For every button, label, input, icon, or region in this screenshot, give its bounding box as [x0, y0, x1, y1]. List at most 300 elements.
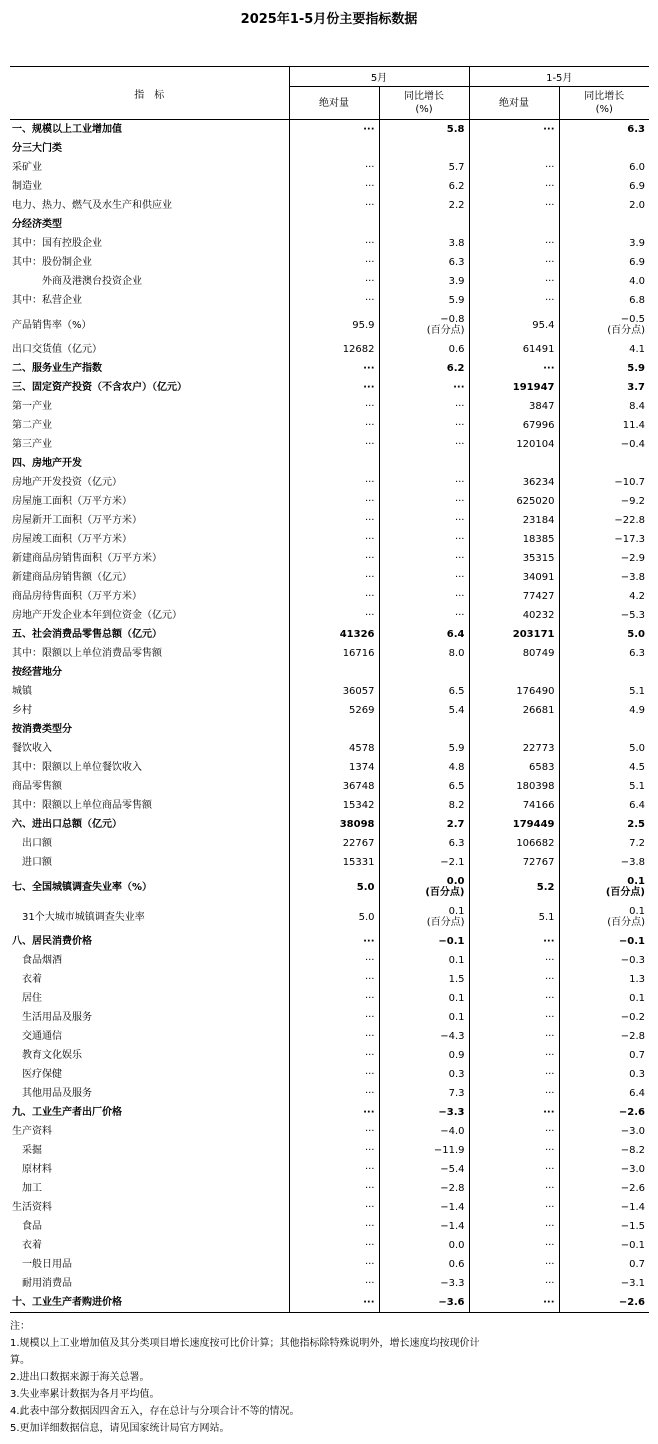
- value-cell-c: 179449: [469, 815, 559, 834]
- table-row: [10, 253, 649, 272]
- value-cell-a: 36057: [289, 682, 379, 701]
- value-cell-a: ···: [289, 473, 379, 492]
- value-cell-b: 0.1 (百分点): [379, 902, 469, 932]
- value-cell-a: 38098: [289, 815, 379, 834]
- value-cell-b: −1.4: [379, 1217, 469, 1236]
- value-cell-d: 0.7: [559, 1255, 649, 1274]
- value-cell-b: −3.3: [379, 1103, 469, 1122]
- value-cell-d: 2.0: [559, 196, 649, 215]
- value-cell-c: ···: [469, 234, 559, 253]
- row-label: 四、房地产开发: [12, 458, 82, 469]
- row-label: 食品烟酒: [12, 955, 62, 966]
- value-cell-a: ···: [289, 1236, 379, 1255]
- table-row: [10, 397, 649, 416]
- header-indicator: 指 标: [10, 67, 289, 120]
- value-cell-a: ···: [289, 1274, 379, 1293]
- value-cell-a: ···: [289, 932, 379, 951]
- value-cell-b: −2.8: [379, 1179, 469, 1198]
- value-cell-c: ···: [469, 1274, 559, 1293]
- value-cell-c: 61491: [469, 340, 559, 359]
- row-label: 交通通信: [12, 1031, 62, 1042]
- row-label: 三、固定资产投资（不含农户）（亿元）: [12, 382, 187, 393]
- header-group-ytd: 1-5月: [469, 67, 649, 87]
- value-cell-a: ···: [289, 378, 379, 397]
- value-cell-c: ···: [469, 253, 559, 272]
- value-cell-d: −2.8: [559, 1027, 649, 1046]
- row-label: 生产资料: [12, 1126, 52, 1137]
- value-cell-c: ···: [469, 932, 559, 951]
- table-row: [10, 1027, 649, 1046]
- value-cell-c: 3847: [469, 397, 559, 416]
- table-row: [10, 1217, 649, 1236]
- value-cell-c: ···: [469, 1122, 559, 1141]
- note-line: 5.更加详细数据信息，请见国家统计局官方网站。: [10, 1423, 230, 1434]
- value-cell-d: −3.8: [559, 853, 649, 872]
- unit-note: (百分点): [607, 325, 645, 336]
- row-label: 采矿业: [12, 162, 42, 173]
- table-row: [10, 1274, 649, 1293]
- value-cell-b: −0.8 (百分点): [379, 310, 469, 340]
- value-cell-b: 5.8: [379, 120, 469, 140]
- row-label: 按消费类型分: [12, 724, 72, 735]
- table-row: [10, 834, 649, 853]
- value-cell-b: 6.2: [379, 359, 469, 378]
- value-cell-b: 6.3: [379, 253, 469, 272]
- value-cell-d: −0.2: [559, 1008, 649, 1027]
- table-row: [10, 587, 649, 606]
- value-cell-b: [379, 139, 469, 158]
- table-row: [10, 1141, 649, 1160]
- table-row: [10, 196, 649, 215]
- value-cell-a: ···: [289, 291, 379, 310]
- table-row: [10, 758, 649, 777]
- value-cell-c: 34091: [469, 568, 559, 587]
- value-cell-d: −5.3: [559, 606, 649, 625]
- value-cell-d: 5.1: [559, 777, 649, 796]
- value-cell-b: 2.7: [379, 815, 469, 834]
- value-cell-d: 4.9: [559, 701, 649, 720]
- row-label: 衣着: [12, 974, 42, 985]
- row-label: 产品销售率（%）: [12, 319, 92, 331]
- row-label: 其中：限额以上单位商品零售额: [12, 800, 152, 811]
- value-cell-c: ···: [469, 1065, 559, 1084]
- header-may-abs: 绝对量: [289, 87, 379, 120]
- value-cell-b: 0.1: [379, 951, 469, 970]
- value-cell-c: 5.2: [469, 872, 559, 902]
- value-cell-c: 95.4: [469, 310, 559, 340]
- row-label: 医疗保健: [12, 1069, 62, 1080]
- value-cell-c: ···: [469, 970, 559, 989]
- value-cell-d: 6.8: [559, 291, 649, 310]
- table-row: [10, 272, 649, 291]
- value-cell-b: 4.8: [379, 758, 469, 777]
- value-cell-b: −3.6: [379, 1293, 469, 1313]
- value-cell-b: ···: [379, 473, 469, 492]
- note-line: 4.此表中部分数据因四舍五入，存在总计与分项合计不等的情况。: [10, 1406, 300, 1417]
- row-label: 房屋新开工面积（万平方米）: [12, 515, 142, 526]
- table-row: [10, 720, 649, 739]
- table-row: [10, 435, 649, 454]
- row-label: 分三大门类: [12, 143, 62, 154]
- value-cell-d: 1.3: [559, 970, 649, 989]
- row-label: 第三产业: [12, 439, 52, 450]
- value-cell-b: ···: [379, 492, 469, 511]
- note-line: 1.规模以上工业增加值及其分类项目增长速度按可比价计算；其他指标除特殊说明外，增长速度均按现价计: [10, 1338, 480, 1349]
- value-cell-d: 5.0: [559, 625, 649, 644]
- table-row: [10, 530, 649, 549]
- row-label: 新建商品房销售额（亿元）: [12, 572, 132, 583]
- value-cell-d: 2.5: [559, 815, 649, 834]
- table-row: [10, 932, 649, 951]
- row-label: 教育文化娱乐: [12, 1050, 82, 1061]
- row-label: 31个大城市城镇调查失业率: [12, 911, 145, 923]
- row-label: 六、进出口总额（亿元）: [12, 819, 122, 830]
- table-row: [10, 1103, 649, 1122]
- value-cell-c: ···: [469, 989, 559, 1008]
- value-cell-d: −3.0: [559, 1160, 649, 1179]
- row-label: 其中：限额以上单位消费品零售额: [12, 648, 162, 659]
- value-cell-c: 22773: [469, 739, 559, 758]
- header-ytd-growth: 同比增长 (%): [559, 87, 649, 120]
- value-cell-d: 0.1 (百分点): [559, 872, 649, 902]
- table-row: [10, 511, 649, 530]
- value-cell-a: ···: [289, 1293, 379, 1313]
- value-cell-b: ···: [379, 435, 469, 454]
- value-cell-c: 74166: [469, 796, 559, 815]
- value-cell-d: 3.7: [559, 378, 649, 397]
- value-cell-c: 18385: [469, 530, 559, 549]
- value-cell-b: −4.3: [379, 1027, 469, 1046]
- value-cell-c: ···: [469, 272, 559, 291]
- value-cell-b: ···: [379, 587, 469, 606]
- value-cell-b: 7.3: [379, 1084, 469, 1103]
- value-cell-a: ···: [289, 1141, 379, 1160]
- value-cell-a: ···: [289, 1027, 379, 1046]
- value-cell-d: −2.9: [559, 549, 649, 568]
- value-cell-b: ···: [379, 511, 469, 530]
- value-cell-d: −0.1: [559, 1236, 649, 1255]
- table-row: [10, 215, 649, 234]
- value-cell-b: 5.9: [379, 291, 469, 310]
- value-cell-a: ···: [289, 359, 379, 378]
- value-cell-c: ···: [469, 1293, 559, 1313]
- value-cell-a: ···: [289, 1179, 379, 1198]
- value-cell-d: 6.9: [559, 177, 649, 196]
- value-cell-a: ···: [289, 511, 379, 530]
- row-label: 房地产开发投资（亿元）: [12, 477, 122, 488]
- value-cell-a: ···: [289, 1217, 379, 1236]
- table-row: [10, 1160, 649, 1179]
- table-row: [10, 625, 649, 644]
- value-cell-b: −1.4: [379, 1198, 469, 1217]
- unit-note: (百分点): [605, 887, 645, 898]
- unit-note: (百分点): [426, 917, 465, 928]
- value-cell-d: −2.6: [559, 1103, 649, 1122]
- table-row: [10, 970, 649, 989]
- value-cell-a: ···: [289, 416, 379, 435]
- value-cell-c: 625020: [469, 492, 559, 511]
- value-cell-c: ···: [469, 1027, 559, 1046]
- table-row: [10, 1198, 649, 1217]
- value-cell-b: −2.1: [379, 853, 469, 872]
- value-cell-a: ···: [289, 196, 379, 215]
- row-label: 其中：股份制企业: [12, 257, 92, 268]
- value-cell-a: 12682: [289, 340, 379, 359]
- table-row: [10, 310, 649, 340]
- table-row: [10, 1084, 649, 1103]
- row-label: 分经济类型: [12, 219, 62, 230]
- row-label: 商品零售额: [12, 781, 62, 792]
- value-cell-c: 180398: [469, 777, 559, 796]
- value-cell-c: 36234: [469, 473, 559, 492]
- table-row: [10, 682, 649, 701]
- value-cell-a: ···: [289, 568, 379, 587]
- value-cell-d: −0.1: [559, 932, 649, 951]
- row-label: 九、工业生产者出厂价格: [12, 1107, 122, 1118]
- note-line: 2.进出口数据来源于海关总署。: [10, 1372, 150, 1383]
- table-row: [10, 454, 649, 473]
- row-label: 出口额: [12, 838, 52, 849]
- value-cell-a: ···: [289, 1198, 379, 1217]
- value-cell-d: 5.1: [559, 682, 649, 701]
- value-cell-d: 6.4: [559, 796, 649, 815]
- value-cell-c: ···: [469, 1103, 559, 1122]
- value-cell-c: ···: [469, 1008, 559, 1027]
- value-cell-a: ···: [289, 1008, 379, 1027]
- row-label: 房屋竣工面积（万平方米）: [12, 534, 132, 545]
- header-may-growth: 同比增长 (%): [379, 87, 469, 120]
- table-row: [10, 853, 649, 872]
- header-ytd-abs: 绝对量: [469, 87, 559, 120]
- value-cell-a: ···: [289, 120, 379, 140]
- value-cell-b: ···: [379, 549, 469, 568]
- row-label: 其中：私营企业: [12, 295, 82, 306]
- value-cell-a: ···: [289, 435, 379, 454]
- row-label: 新建商品房销售面积（万平方米）: [12, 553, 162, 564]
- value-cell-d: 0.3: [559, 1065, 649, 1084]
- row-label: 加工: [12, 1183, 42, 1194]
- indicator-table: [10, 66, 649, 1313]
- value-cell-a: ···: [289, 951, 379, 970]
- row-label: 其他用品及服务: [12, 1088, 92, 1099]
- value-cell-c: [469, 215, 559, 234]
- row-label: 七、全国城镇调查失业率（%）: [12, 881, 153, 893]
- value-cell-d: −8.2: [559, 1141, 649, 1160]
- value-cell-c: ···: [469, 120, 559, 140]
- value-cell-c: ···: [469, 1198, 559, 1217]
- value-cell-b: [379, 663, 469, 682]
- value-cell-b: [379, 215, 469, 234]
- value-cell-b: 6.2: [379, 177, 469, 196]
- row-label: 二、服务业生产指数: [12, 363, 102, 374]
- value-cell-a: 41326: [289, 625, 379, 644]
- value-cell-d: 6.4: [559, 1084, 649, 1103]
- value-cell-a: ···: [289, 1122, 379, 1141]
- value-cell-a: [289, 139, 379, 158]
- value-cell-d: −17.3: [559, 530, 649, 549]
- table-row: [10, 701, 649, 720]
- value-cell-a: ···: [289, 989, 379, 1008]
- value-cell-a: ···: [289, 970, 379, 989]
- value-cell-d: 4.2: [559, 587, 649, 606]
- value-cell-d: 4.5: [559, 758, 649, 777]
- value-cell-b: 0.9: [379, 1046, 469, 1065]
- row-label: 其中：限额以上单位餐饮收入: [12, 762, 142, 773]
- value-cell-c: ···: [469, 1141, 559, 1160]
- value-cell-a: ···: [289, 177, 379, 196]
- value-cell-a: ···: [289, 606, 379, 625]
- row-label: 居住: [12, 993, 42, 1004]
- value-cell-d: 5.0: [559, 739, 649, 758]
- row-label: 乡村: [12, 705, 32, 716]
- value-cell-d: 5.9: [559, 359, 649, 378]
- table-row: [10, 177, 649, 196]
- row-label: 十、工业生产者购进价格: [10, 1293, 289, 1313]
- row-label: 原材料: [12, 1164, 52, 1175]
- value-cell-a: ···: [289, 1255, 379, 1274]
- unit-note: (百分点): [607, 917, 645, 928]
- table-row: [10, 416, 649, 435]
- row-label: 耐用消费品: [12, 1278, 72, 1289]
- value-cell-b: 0.6: [379, 1255, 469, 1274]
- row-label: 外商及港澳台投资企业: [12, 276, 142, 287]
- row-label: 城镇: [12, 686, 32, 697]
- value-cell-d: −0.5 (百分点): [559, 310, 649, 340]
- table-row: [10, 492, 649, 511]
- value-cell-b: 6.5: [379, 682, 469, 701]
- value-cell-a: [289, 215, 379, 234]
- value-cell-d: −1.4: [559, 1198, 649, 1217]
- table-row: [10, 568, 649, 587]
- value-cell-d: 6.9: [559, 253, 649, 272]
- value-cell-c: ···: [469, 196, 559, 215]
- row-label: 房屋施工面积（万平方米）: [12, 496, 132, 507]
- value-cell-a: 36748: [289, 777, 379, 796]
- value-cell-c: 176490: [469, 682, 559, 701]
- value-cell-c: 72767: [469, 853, 559, 872]
- value-cell-c: 203171: [469, 625, 559, 644]
- footnotes: [10, 1318, 650, 1437]
- value-cell-a: ···: [289, 158, 379, 177]
- value-cell-a: ···: [289, 492, 379, 511]
- value-cell-b: 0.1: [379, 1008, 469, 1027]
- value-cell-d: [559, 215, 649, 234]
- table-row: [10, 549, 649, 568]
- value-cell-a: [289, 454, 379, 473]
- value-cell-b: [379, 454, 469, 473]
- value-cell-b: ···: [379, 530, 469, 549]
- value-cell-a: ···: [289, 1046, 379, 1065]
- value-cell-a: 15331: [289, 853, 379, 872]
- value-cell-b: 6.5: [379, 777, 469, 796]
- value-cell-c: 6583: [469, 758, 559, 777]
- row-label: 商品房待售面积（万平方米）: [12, 591, 142, 602]
- value-cell-a: 15342: [289, 796, 379, 815]
- value-cell-c: 5.1: [469, 902, 559, 932]
- value-cell-c: 80749: [469, 644, 559, 663]
- value-cell-d: 0.7: [559, 1046, 649, 1065]
- table-row: [10, 663, 649, 682]
- value-cell-b: −4.0: [379, 1122, 469, 1141]
- value-cell-c: 77427: [469, 587, 559, 606]
- value-cell-d: 7.2: [559, 834, 649, 853]
- table-row: [10, 777, 649, 796]
- table-row: [10, 291, 649, 310]
- table-row: [10, 139, 649, 158]
- note-line: 3.失业率累计数据为各月平均值。: [10, 1389, 160, 1400]
- row-label: 食品: [12, 1221, 42, 1232]
- value-cell-b: 1.5: [379, 970, 469, 989]
- table-row: [10, 234, 649, 253]
- value-cell-c: ···: [469, 1084, 559, 1103]
- table-row: [10, 378, 649, 397]
- table-row: [10, 872, 649, 902]
- value-cell-b: −0.1: [379, 932, 469, 951]
- row-label: 五、社会消费品零售总额（亿元）: [12, 629, 162, 640]
- value-cell-c: ···: [469, 291, 559, 310]
- value-cell-c: 23184: [469, 511, 559, 530]
- table-row: [10, 1122, 649, 1141]
- table-row: [10, 739, 649, 758]
- value-cell-d: −22.8: [559, 511, 649, 530]
- value-cell-b: ···: [379, 568, 469, 587]
- value-cell-b: ···: [379, 397, 469, 416]
- table-row: [10, 1046, 649, 1065]
- value-cell-c: 40232: [469, 606, 559, 625]
- table-row: [10, 1293, 649, 1313]
- header-group-may: 5月: [289, 67, 469, 87]
- table-row: [10, 644, 649, 663]
- unit-note: (百分点): [426, 325, 465, 336]
- value-cell-a: 5269: [289, 701, 379, 720]
- value-cell-d: −3.1: [559, 1274, 649, 1293]
- value-cell-d: 6.3: [559, 120, 649, 140]
- value-cell-a: ···: [289, 530, 379, 549]
- value-cell-c: ···: [469, 951, 559, 970]
- value-cell-d: −2.6: [559, 1179, 649, 1198]
- table-row: [10, 902, 649, 932]
- value-cell-b: 5.4: [379, 701, 469, 720]
- value-cell-b: 0.3: [379, 1065, 469, 1084]
- value-cell-b: 5.9: [379, 739, 469, 758]
- value-cell-b: 6.3: [379, 834, 469, 853]
- value-cell-c: [469, 139, 559, 158]
- value-cell-d: 11.4: [559, 416, 649, 435]
- value-cell-d: −9.2: [559, 492, 649, 511]
- value-cell-a: [289, 663, 379, 682]
- value-cell-d: 4.0: [559, 272, 649, 291]
- value-cell-c: ···: [469, 1179, 559, 1198]
- value-cell-a: ···: [289, 549, 379, 568]
- value-cell-b: ···: [379, 416, 469, 435]
- value-cell-c: ···: [469, 1160, 559, 1179]
- note-line: 算。: [10, 1355, 30, 1366]
- value-cell-d: 4.1: [559, 340, 649, 359]
- row-label: 按经营地分: [12, 667, 62, 678]
- value-cell-b: −11.9: [379, 1141, 469, 1160]
- unit-note: (百分点): [425, 887, 465, 898]
- value-cell-d: 0.1: [559, 989, 649, 1008]
- value-cell-d: −2.6: [559, 1293, 649, 1313]
- table-row: [10, 340, 649, 359]
- table-row: [10, 1008, 649, 1027]
- table-row: [10, 1255, 649, 1274]
- value-cell-c: ···: [469, 177, 559, 196]
- table-body: [10, 120, 649, 1313]
- value-cell-d: −3.8: [559, 568, 649, 587]
- row-label: 生活资料: [12, 1202, 52, 1213]
- value-cell-c: ···: [469, 1046, 559, 1065]
